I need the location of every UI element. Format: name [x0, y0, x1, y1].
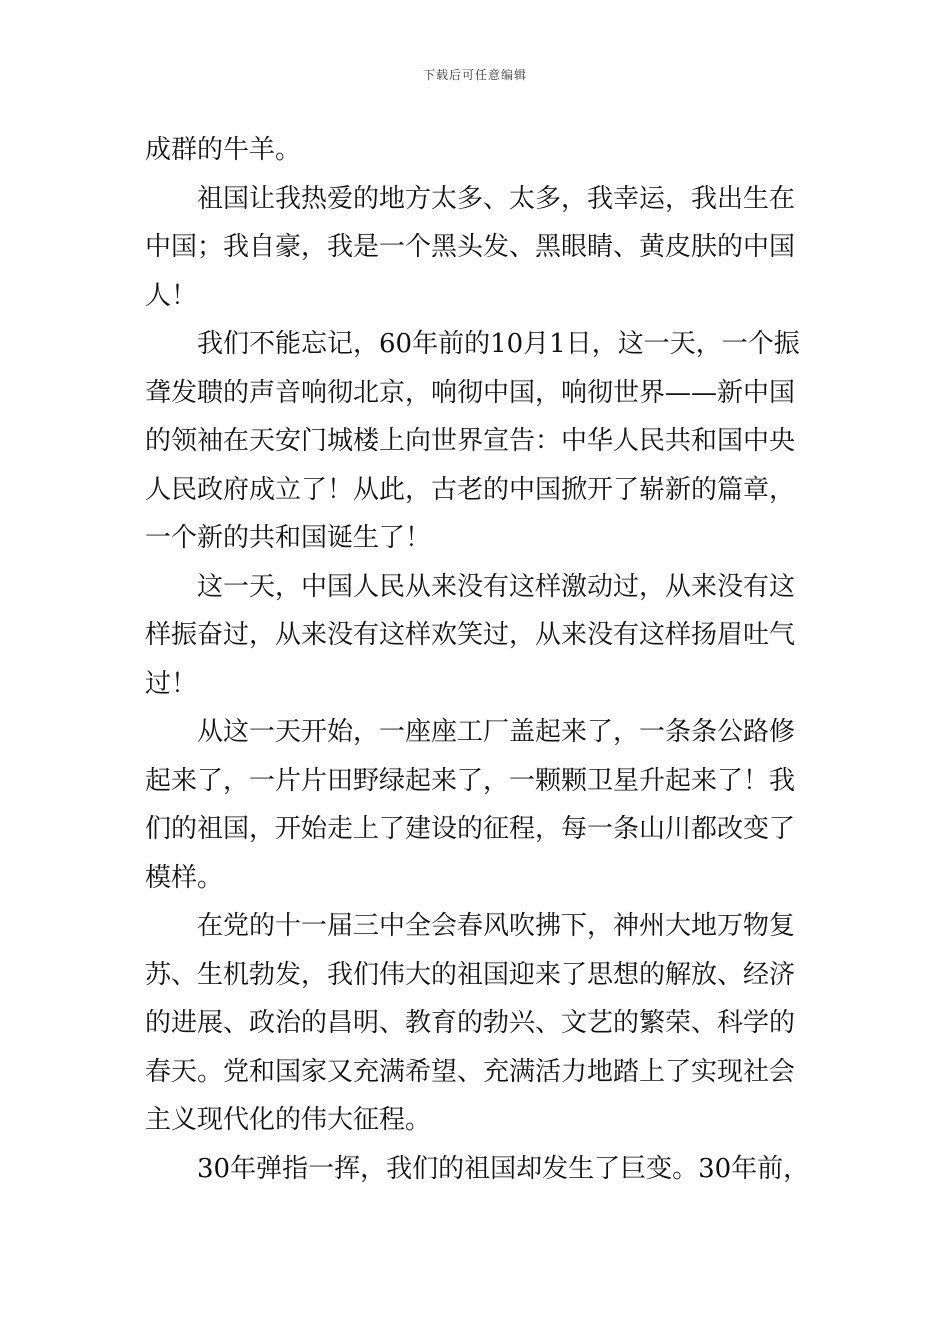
text-line: 这一天，中国人民从来没有这样激动过，从来没有这 — [197, 571, 796, 602]
text-line: 中国；我自豪，我是一个黑头发、黑眼睛、黄皮肤的中国 — [145, 232, 796, 262]
text-line: 模样。 — [145, 862, 224, 893]
text-line: 从这一天开始，一座座工厂盖起来了，一条条公路修 — [197, 717, 796, 747]
paragraph — [145, 320, 810, 563]
text-line: 一个新的共和国诞生了！ — [145, 523, 432, 553]
text-line: 祖国让我热爱的地方太多、太多，我幸运，我出生在 — [197, 183, 796, 214]
text-line: 我们不能忘记，60年前的10月1日，这一天，一个振 — [197, 329, 800, 359]
text-line: 的进展、政治的昌明、教育的勃兴、文艺的繁荣、科学的 — [145, 1008, 796, 1038]
paragraph — [145, 563, 810, 709]
text-line: 人民政府成立了！从此，古老的中国掀开了崭新的篇章， — [145, 474, 796, 505]
paragraph — [145, 1145, 810, 1194]
paragraph — [145, 126, 810, 175]
body-text — [145, 126, 810, 1193]
text-line: 苏、生机勃发，我们伟大的祖国迎来了思想的解放、经济 — [145, 959, 796, 990]
text-line: 聋发聩的声音响彻北京，响彻中国，响彻世界——新中国 — [145, 377, 796, 408]
paragraph — [145, 175, 810, 321]
text-line: 在党的十一届三中全会春风吹拂下，神州大地万物复 — [197, 911, 796, 941]
paragraph — [145, 902, 810, 1145]
text-line: 30年弹指一挥，我们的祖国却发生了巨变。30年前， — [197, 1153, 810, 1184]
text-line: 成群的牛羊。 — [145, 135, 302, 165]
text-line: 们的祖国，开始走上了建设的征程，每一条山川都改变了 — [145, 814, 796, 844]
text-line: 的领袖在天安门城楼上向世界宣告：中华人民共和国中央 — [145, 426, 796, 456]
header-note: 下载后可任意编辑 — [422, 68, 527, 82]
text-line: 起来了，一片片田野绿起来了，一颗颗卫星升起来了！我 — [145, 765, 796, 796]
text-line: 样振奋过，从来没有这样欢笑过，从来没有这样扬眉吐气 — [145, 620, 796, 650]
text-line: 人！ — [145, 280, 198, 311]
text-line: 主义现代化的伟大征程。 — [145, 1105, 432, 1135]
text-line: 春天。党和国家又充满希望、充满活力地踏上了实现社会 — [145, 1056, 796, 1087]
text-line: 过！ — [145, 668, 198, 699]
paragraph — [145, 708, 810, 902]
